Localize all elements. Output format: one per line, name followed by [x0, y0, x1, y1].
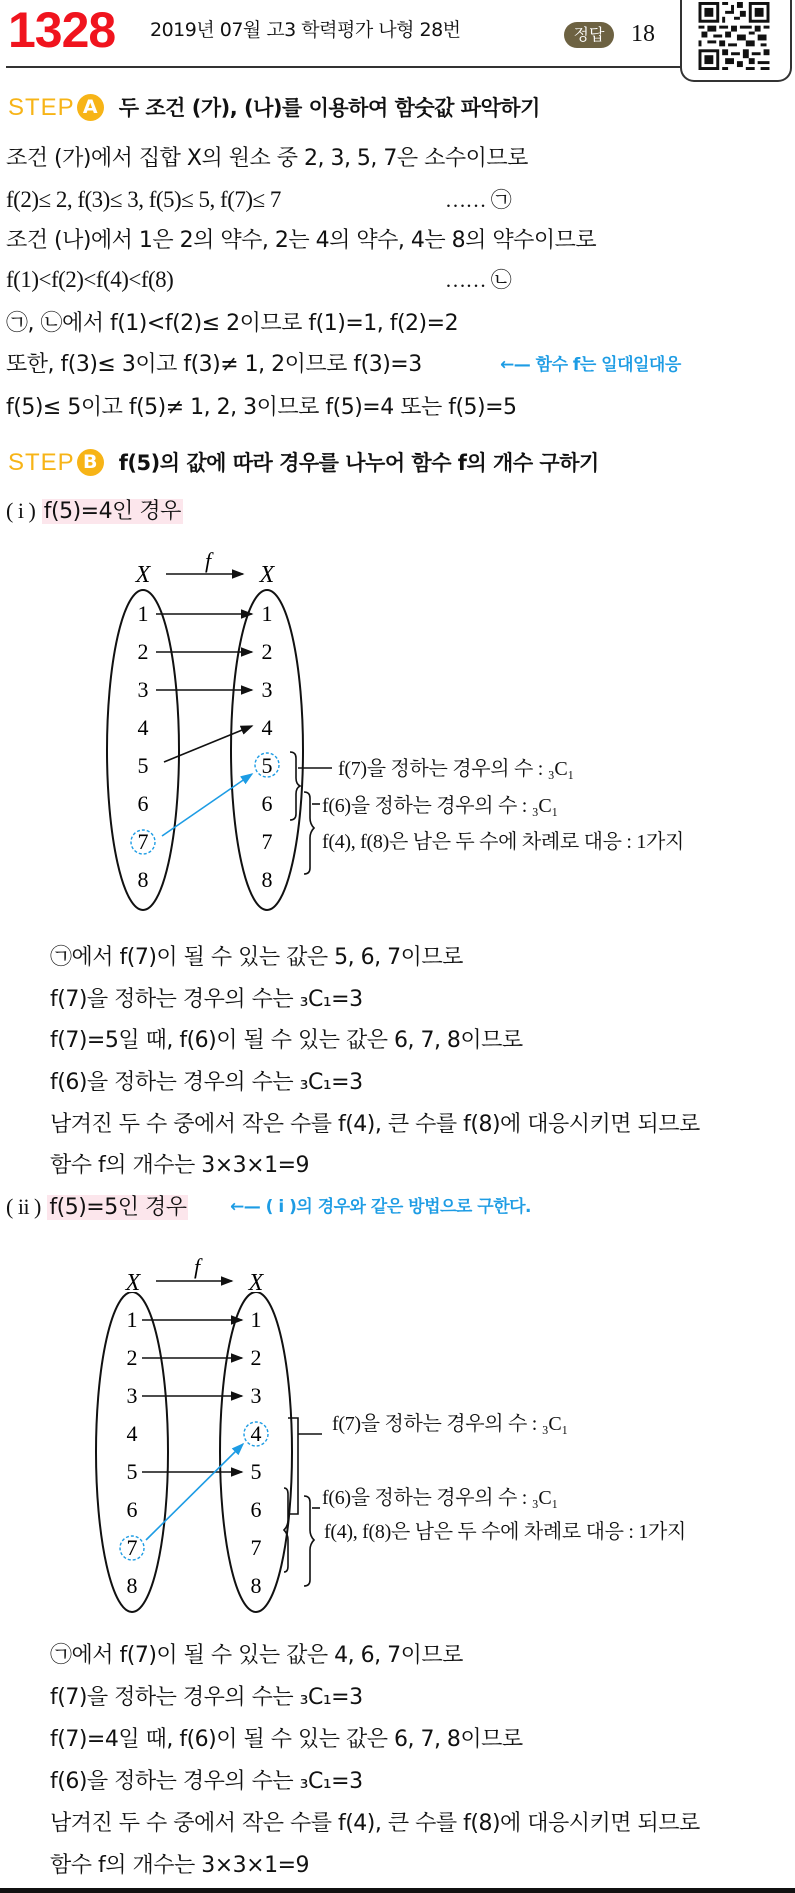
svg-text:8: 8 [250, 1573, 262, 1598]
header-divider [6, 66, 682, 68]
step-a-line-7: f(5)≤ 5이고 f(5)≠ 1, 2, 3이므로 f(5)=4 또는 f(5)=5 [6, 395, 517, 420]
left-arrow-icon: ←— [230, 1197, 261, 1217]
case-1-annotation-f6: f(6)을 정하는 경우의 수 : ₃C₁ [322, 795, 559, 817]
case-2-line-4: f(6)을 정하는 경우의 수는 ₃C₁=3 [50, 1769, 363, 1794]
svg-text:3: 3 [261, 677, 273, 702]
svg-text:7: 7 [137, 829, 149, 854]
svg-text:1: 1 [126, 1307, 138, 1332]
svg-text:5: 5 [126, 1459, 138, 1484]
step-a-heading [8, 93, 540, 123]
case-2-line-3: f(7)=4일 때, f(6)이 될 수 있는 값은 6, 7, 8이므로 [50, 1727, 523, 1752]
case-2-label: f(5)=5인 경우 [49, 1195, 187, 1220]
bottom-border [0, 1888, 795, 1893]
mark-giyeok: …… ㉠ [445, 188, 512, 212]
step-a-letter-badge: A [77, 94, 104, 121]
case-1-line-4: f(6)을 정하는 경우의 수는 ₃C₁=3 [50, 1070, 363, 1095]
step-a-line-1: 조건 (가)에서 집합 X의 원소 중 2, 3, 5, 7은 소수이므로 [6, 146, 528, 171]
case-2-note [230, 1192, 531, 1222]
step-a-line-4: f(1)<f(2)<f(4)<f(8) [6, 267, 174, 292]
case-1-line-6: 함수 f의 개수는 3×3×1=9 [50, 1153, 310, 1178]
svg-text:4: 4 [137, 715, 149, 740]
answer-badge: 정답 [564, 22, 614, 48]
svg-text:4: 4 [261, 715, 273, 740]
case-1-line-5: 남겨진 두 수 중에서 작은 수를 f(4), 큰 수를 f(8)에 대응시키면 되므로 [50, 1112, 700, 1137]
svg-text:1: 1 [261, 601, 273, 626]
svg-text:3: 3 [137, 677, 149, 702]
case-2-line-5: 남겨진 두 수 중에서 작은 수를 f(4), 큰 수를 f(8)에 대응시키면 되므로 [50, 1811, 700, 1836]
step-a-line-2: f(2)≤ 2, f(3)≤ 3, f(5)≤ 5, f(7)≤ 7 [6, 187, 281, 212]
step-a-title: 두 조건 (가), (나)를 이용하여 함숫값 파악하기 [118, 96, 540, 120]
step-b-letter-badge: B [77, 449, 104, 476]
case-1-number: ( i ) [6, 498, 36, 523]
step-a-line-5: ㉠, ㉡에서 f(1)<f(2)≤ 2이므로 f(1)=1, f(2)=2 [6, 311, 459, 336]
case-2-line-2: f(7)을 정하는 경우의 수는 ₃C₁=3 [50, 1685, 363, 1710]
step-b-tag: STEP [8, 449, 75, 476]
case-1-annotation-f7: f(7)을 정하는 경우의 수 : ₃C₁ [338, 758, 575, 780]
svg-text:4: 4 [126, 1421, 138, 1446]
svg-text:8: 8 [137, 867, 149, 892]
svg-text:6: 6 [250, 1497, 262, 1522]
note-text: 함수 f는 일대일대응 [535, 355, 681, 375]
svg-text:7: 7 [126, 1535, 138, 1560]
svg-text:1: 1 [250, 1307, 262, 1332]
case-2-heading [6, 1192, 188, 1223]
svg-text:5: 5 [261, 753, 273, 778]
svg-text:2: 2 [261, 639, 273, 664]
case-1-line-2: f(7)을 정하는 경우의 수는 ₃C₁=3 [50, 987, 363, 1012]
step-b-heading [8, 448, 599, 478]
svg-text:6: 6 [261, 791, 273, 816]
problem-number: 1328 [8, 2, 116, 58]
step-a-line-3: 조건 (나)에서 1은 2의 약수, 2는 4의 약수, 4는 8의 약수이므로 [6, 228, 597, 253]
svg-text:8: 8 [126, 1573, 138, 1598]
note-one-to-one [500, 350, 681, 380]
case-2-annotation-f6: f(6)을 정하는 경우의 수 : ₃C₁ [322, 1487, 559, 1509]
svg-text:4: 4 [250, 1421, 262, 1446]
svg-text:X: X [248, 1270, 264, 1296]
mark-nieun: …… ㉡ [445, 268, 512, 292]
case-2-annotation-f7: f(7)을 정하는 경우의 수 : ₃C₁ [332, 1413, 569, 1435]
case-2-annotation-f4-f8: f(4), f(8)은 남은 두 수에 차례로 대응 : 1가지 [324, 1521, 687, 1543]
svg-text:2: 2 [126, 1345, 138, 1370]
qr-code-frame[interactable] [680, 0, 792, 82]
svg-text:X: X [135, 562, 151, 588]
qr-code-icon[interactable] [698, 2, 770, 70]
svg-text:3: 3 [126, 1383, 138, 1408]
svg-text:7: 7 [250, 1535, 262, 1560]
step-a-tag: STEP [8, 94, 75, 121]
svg-text:6: 6 [126, 1497, 138, 1522]
case-1-annotation-f4-f8: f(4), f(8)은 남은 두 수에 차례로 대응 : 1가지 [322, 831, 685, 853]
svg-text:6: 6 [137, 791, 149, 816]
svg-text:2: 2 [250, 1345, 262, 1370]
mapping-diagram-case-1 [80, 540, 460, 920]
svg-text:X: X [259, 562, 275, 588]
case-1-label: f(5)=4인 경우 [43, 499, 181, 524]
case-2-line-1: ㉠에서 f(7)이 될 수 있는 값은 4, 6, 7이므로 [50, 1643, 463, 1668]
step-a-line-6: 또한, f(3)≤ 3이고 f(3)≠ 1, 2이므로 f(3)=3 [6, 352, 422, 377]
case-1-line-3: f(7)=5일 때, f(6)이 될 수 있는 값은 6, 7, 8이므로 [50, 1028, 523, 1053]
svg-text:f: f [204, 548, 212, 573]
case-2-number: ( ii ) [6, 1194, 41, 1219]
svg-text:5: 5 [250, 1459, 262, 1484]
svg-text:1: 1 [137, 601, 149, 626]
answer-value: 18 [631, 21, 655, 47]
case-2-line-6: 함수 f의 개수는 3×3×1=9 [50, 1853, 310, 1878]
case-1-line-1: ㉠에서 f(7)이 될 수 있는 값은 5, 6, 7이므로 [50, 945, 463, 970]
left-arrow-icon: ←— [500, 355, 531, 375]
problem-source: 2019년 07월 고3 학력평가 나형 28번 [150, 19, 461, 41]
case-2-note-text: ( i )의 경우와 같은 방법으로 구한다. [265, 1197, 531, 1217]
case-1-heading [6, 496, 183, 527]
svg-text:8: 8 [261, 867, 273, 892]
svg-text:2: 2 [137, 639, 149, 664]
svg-text:5: 5 [137, 753, 149, 778]
svg-text:X: X [125, 1270, 141, 1296]
step-b-title: f(5)의 값에 따라 경우를 나누어 함수 f의 개수 구하기 [118, 451, 599, 475]
svg-text:7: 7 [261, 829, 273, 854]
svg-text:3: 3 [250, 1383, 262, 1408]
svg-text:f: f [193, 1254, 201, 1279]
